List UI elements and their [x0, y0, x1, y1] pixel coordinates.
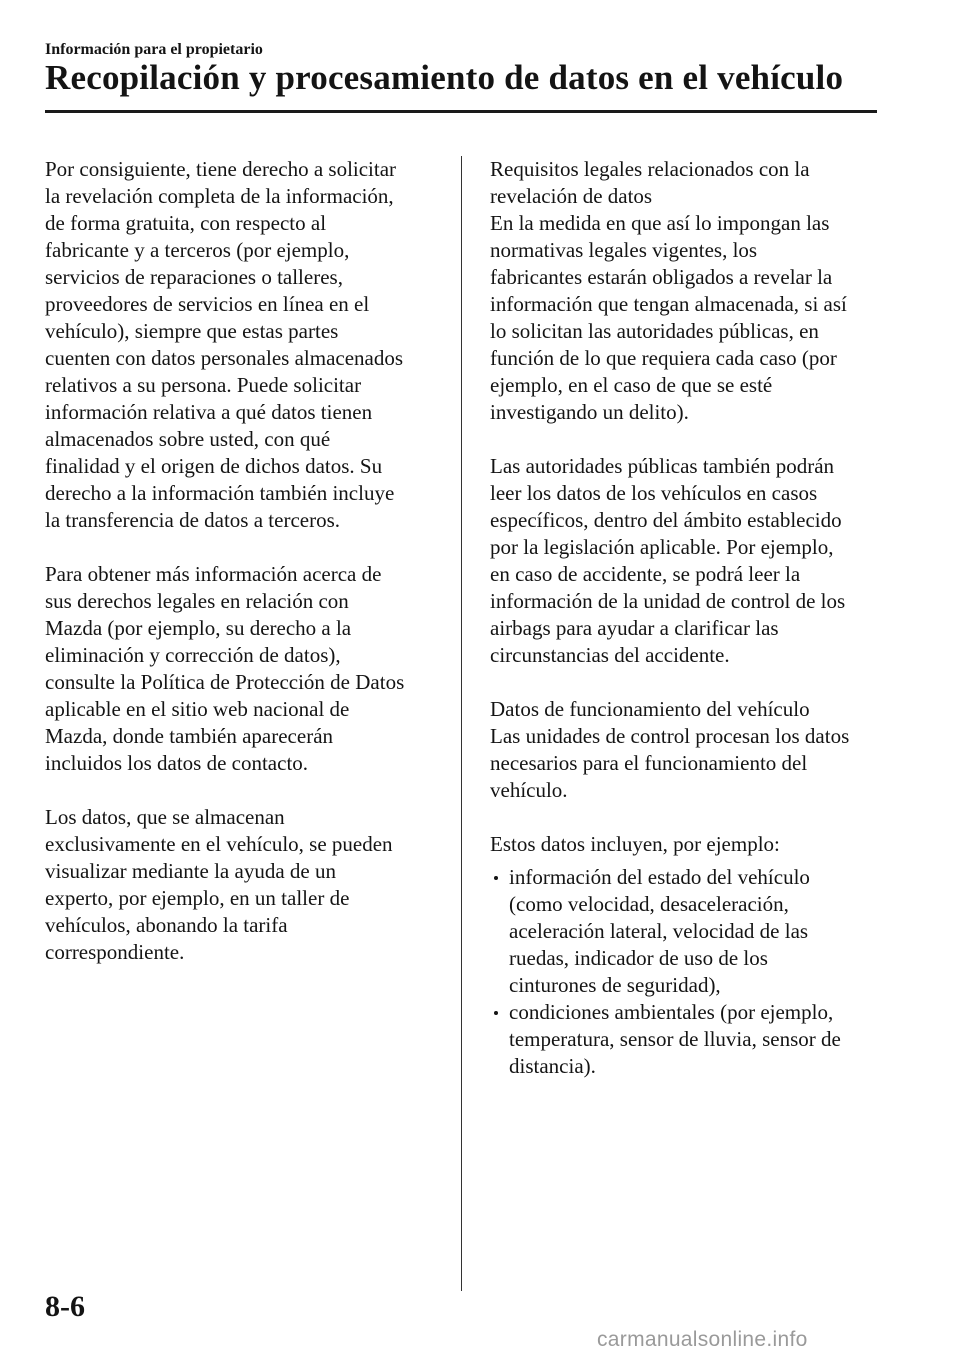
text-line: Datos de funcionamiento del vehículo — [490, 697, 810, 721]
page-title: Recopilación y procesamiento de datos en el vehículo — [45, 58, 844, 97]
text-line: Las autoridades públicas también podrán — [490, 454, 835, 478]
text-line: leer los datos de los vehículos en casos — [490, 481, 818, 505]
text-line: vehículo), siempre que estas partes — [45, 319, 339, 343]
text-line: proveedores de servicios en línea en el — [45, 292, 370, 316]
paragraph — [45, 156, 445, 534]
text-line: airbags para ayudar a clarificar las — [490, 616, 779, 640]
left-column — [45, 156, 445, 993]
text-line: cinturones de seguridad), — [509, 973, 721, 997]
bullet-dot-icon — [494, 1011, 498, 1015]
text-line: exclusivamente en el vehículo, se pueden — [45, 832, 393, 856]
text-line: experto, por ejemplo, en un taller de — [45, 886, 350, 910]
text-line: por la legislación aplicable. Por ejemplo, — [490, 535, 834, 559]
text-line: de forma gratuita, con respecto al — [45, 211, 327, 235]
text-line: finalidad y el origen de dichos datos. Su — [45, 454, 383, 478]
watermark[interactable]: carmanualsonline.info — [597, 1328, 808, 1351]
text-line: circunstancias del accidente. — [490, 643, 730, 667]
text-line: derecho a la información también incluye — [45, 481, 395, 505]
text-line: lo solicitan las autoridades públicas, en — [490, 319, 819, 343]
text-line: información que tengan almacenada, si así — [490, 292, 847, 316]
text-line: Mazda (por ejemplo, su derecho a la — [45, 616, 352, 640]
text-line: condiciones ambientales (por ejemplo, — [509, 1000, 834, 1024]
text-line: información del estado del vehículo — [509, 865, 810, 889]
text-line: Requisitos legales relacionados con la — [490, 157, 810, 181]
text-line: eliminación y corrección de datos), — [45, 643, 341, 667]
paragraph — [490, 156, 880, 426]
text-line: aceleración lateral, velocidad de las — [509, 919, 809, 943]
text-line: la revelación completa de la información, — [45, 184, 394, 208]
text-line: información relativa a qué datos tienen — [45, 400, 373, 424]
text-line: específicos, dentro del ámbito establecido — [490, 508, 842, 532]
list-item — [490, 999, 880, 1080]
text-line: Para obtener más información acerca de — [45, 562, 382, 586]
text-line: función de lo que requiera cada caso (por — [490, 346, 837, 370]
text-line: distancia). — [509, 1054, 596, 1078]
bullet-dot-icon — [494, 876, 498, 880]
text-line: En la medida en que así lo impongan las — [490, 211, 830, 235]
text-line: Por consiguiente, tiene derecho a solicitar — [45, 157, 397, 181]
text-line: servicios de reparaciones o talleres, — [45, 265, 343, 289]
text-line: (como velocidad, desaceleración, — [509, 892, 789, 916]
text-line: necesarios para el funcionamiento del — [490, 751, 808, 775]
text-line: sus derechos legales en relación con — [45, 589, 349, 613]
text-line: almacenados sobre usted, con qué — [45, 427, 331, 451]
paragraph — [490, 696, 880, 804]
text-line: en caso de accidente, se podrá leer la — [490, 562, 801, 586]
text-line: Los datos, que se almacenan — [45, 805, 285, 829]
paragraph — [45, 804, 445, 966]
text-line: investigando un delito). — [490, 400, 689, 424]
section-label: Información para el propietario — [45, 41, 263, 58]
text-line: la transferencia de datos a terceros. — [45, 508, 341, 532]
text-line: cuenten con datos personales almacenados — [45, 346, 404, 370]
text-line: revelación de datos — [490, 184, 653, 208]
text-line: vehículo. — [490, 778, 568, 802]
text-line: Mazda, donde también aparecerán — [45, 724, 334, 748]
page-number: 8-6 — [45, 1290, 85, 1323]
text-line: Estos datos incluyen, por ejemplo: — [490, 832, 780, 856]
text-line: fabricantes estarán obligados a revelar la — [490, 265, 833, 289]
text-line: relativos a su persona. Puede solicitar — [45, 373, 362, 397]
paragraph — [490, 831, 880, 858]
text-line: incluidos los datos de contacto. — [45, 751, 309, 775]
text-line: correspondiente. — [45, 940, 185, 964]
text-line: visualizar mediante la ayuda de un — [45, 859, 336, 883]
text-line: ejemplo, en el caso de que se esté — [490, 373, 773, 397]
text-line: información de la unidad de control de los — [490, 589, 846, 613]
text-line: consulte la Política de Protección de Datos — [45, 670, 405, 694]
text-line: aplicable en el sitio web nacional de — [45, 697, 350, 721]
right-column — [490, 156, 880, 1080]
text-line: fabricante y a terceros (por ejemplo, — [45, 238, 350, 262]
text-line: Las unidades de control procesan los datos — [490, 724, 850, 748]
bullet-list — [490, 864, 880, 1080]
title-rule — [45, 110, 877, 113]
paragraph — [45, 561, 445, 777]
text-line: ruedas, indicador de uso de los — [509, 946, 768, 970]
list-item — [490, 864, 880, 999]
text-line: normativas legales vigentes, los — [490, 238, 758, 262]
text-line: temperatura, sensor de lluvia, sensor de — [509, 1027, 841, 1051]
text-line: vehículos, abonando la tarifa — [45, 913, 288, 937]
column-divider — [461, 156, 462, 1291]
paragraph — [490, 453, 880, 669]
